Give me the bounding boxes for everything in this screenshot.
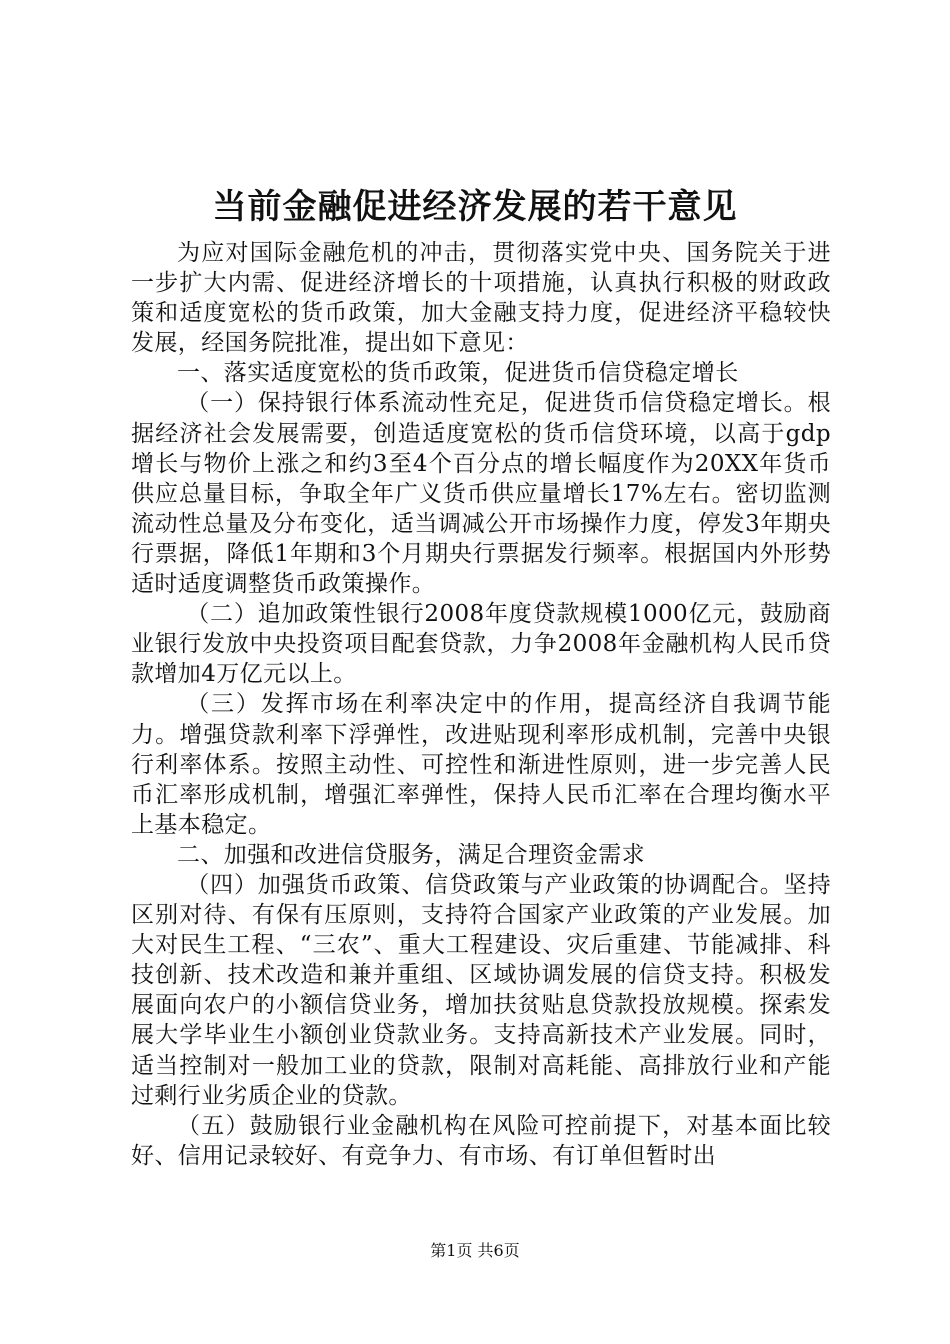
paragraph-item-3: （三）发挥市场在利率决定中的作用，提高经济自我调节能力。增强贷款利率下浮弹性，改进贴现利率形成机制，完善中央银行利率体系。按照主动性、可控性和渐进性原则，进一步完善人民币汇率形成机制，增强汇率弹性，保持人民币汇率在合理均衡水平上基本稳定。 bbox=[131, 691, 831, 838]
section-heading-1: 一、落实适度宽松的货币政策，促进货币信贷稳定增长 bbox=[177, 360, 739, 387]
document-title: 当前金融促进经济发展的若干意见 bbox=[212, 187, 738, 227]
page-footer: 第1页 共6页 bbox=[430, 1241, 520, 1260]
paragraph-item-1: （一）保持银行体系流动性充足，促进货币信贷稳定增长。根据经济社会发展需要，创造适度宽松的货币信贷环境，以高于gdp增长与物价上涨之和约3至4个百分点的增长幅度作为20XX年货币供应总量目标，争取全年广义货币供应量增长17%左右。密切监测流动性总量及分布变化，适当调减公开市场操作力度，停发3年期央行票据，降低1年期和3个月期央行票据发行频率。根据国内外形势适时适度调整货币政策操作。 bbox=[131, 390, 831, 598]
document-body bbox=[131, 238, 831, 1171]
section-heading-2: 二、加强和改进信贷服务，满足合理资金需求 bbox=[177, 841, 645, 868]
paragraph-item-2: （二）追加政策性银行2008年度贷款规模1000亿元，鼓励商业银行发放中央投资项目配套贷款，力争2008年金融机构人民币贷款增加4万亿元以上。 bbox=[131, 601, 831, 688]
paragraph-item-5: （五）鼓励银行业金融机构在风险可控前提下，对基本面比较好、信用记录较好、有竞争力、有市场、有订单但暂时出 bbox=[131, 1112, 831, 1169]
paragraph-intro: 为应对国际金融危机的冲击，贯彻落实党中央、国务院关于进一步扩大内需、促进经济增长的十项措施，认真执行积极的财政政策和适度宽松的货币政策，加大金融支持力度，促进经济平稳较快发展，经国务院批准，提出如下意见： bbox=[131, 240, 831, 357]
paragraph-item-4: （四）加强货币政策、信贷政策与产业政策的协调配合。坚持区别对待、有保有压原则，支持符合国家产业政策的产业发展。加大对民生工程、“三农”、重大工程建设、灾后重建、节能减排、科技创新、技术改造和兼并重组、区域协调发展的信贷支持。积极发展面向农户的小额信贷业务，增加扶贫贴息贷款投放规模。探索发展大学毕业生小额创业贷款业务。支持高新技术产业发展。同时，适当控制对一般加工业的贷款，限制对高耗能、高排放行业和产能过剩行业劣质企业的贷款。 bbox=[131, 871, 831, 1109]
